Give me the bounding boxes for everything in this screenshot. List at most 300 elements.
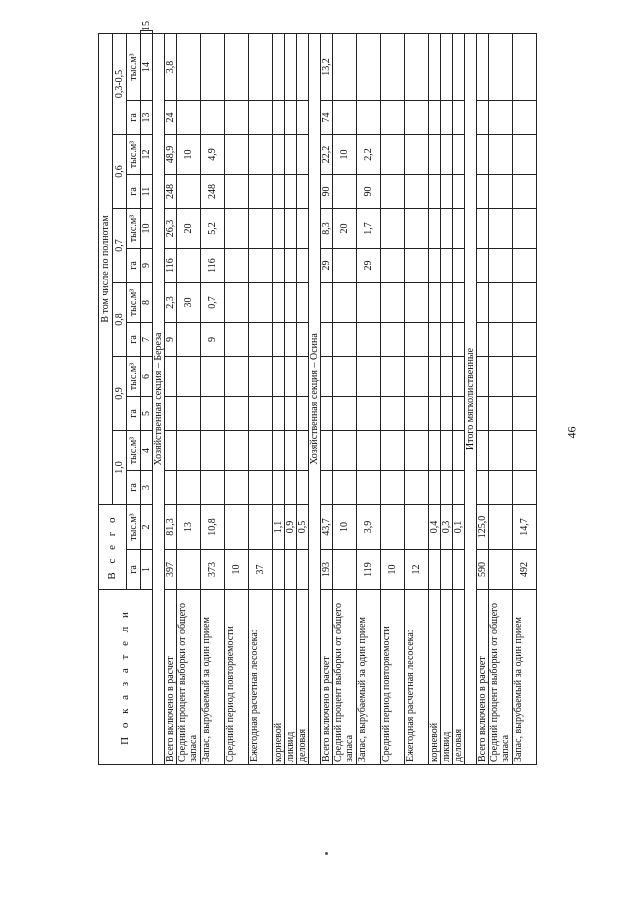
table-cell [441, 209, 453, 249]
table-cell [333, 33, 357, 100]
table-cell [285, 249, 297, 283]
table-cell: 24 [165, 101, 177, 135]
table-cell [477, 209, 489, 249]
table-cell [489, 175, 513, 209]
table-cell [177, 431, 201, 471]
row-label: Запас, вырубаемый за один прием [201, 590, 225, 765]
table-row [429, 31, 441, 765]
table-cell [429, 33, 441, 100]
table-cell [429, 397, 441, 431]
table-cell [333, 550, 357, 590]
table-cell [429, 283, 441, 323]
table-cell [249, 33, 273, 100]
column-number: 14 [141, 33, 153, 100]
table-cell [249, 357, 273, 397]
density-header: 1,0 [113, 431, 127, 505]
table-cell [297, 397, 309, 431]
table-cell [489, 249, 513, 283]
table-cell [381, 323, 405, 357]
table-cell [477, 135, 489, 175]
table-cell [441, 135, 453, 175]
table-cell [513, 397, 537, 431]
table-cell [441, 323, 453, 357]
column-number: 7 [141, 323, 153, 357]
table-cell [285, 397, 297, 431]
table-cell [489, 33, 513, 100]
table-cell: 22,2 [321, 135, 333, 175]
table-row [201, 31, 225, 765]
table-cell [453, 431, 465, 471]
table-cell [297, 550, 309, 590]
table-cell [285, 101, 297, 135]
table-cell [477, 323, 489, 357]
table-cell [441, 249, 453, 283]
unit-ha: га [127, 249, 141, 283]
rotated-table-container [98, 20, 568, 765]
table-row [249, 31, 273, 765]
table-cell: 373 [201, 550, 225, 590]
table-cell [177, 323, 201, 357]
table-cell [357, 431, 381, 471]
table-cell [285, 431, 297, 471]
table-cell [357, 283, 381, 323]
table-cell [249, 101, 273, 135]
table-cell [201, 431, 225, 471]
table-cell: 20 [333, 209, 357, 249]
table-row [273, 31, 285, 765]
table-cell: 8,3 [321, 209, 333, 249]
table-cell: 12 [405, 550, 429, 590]
unit-thousand-m3: тыс.м³ [127, 135, 141, 175]
table-cell: 30 [177, 283, 201, 323]
table-cell [225, 101, 249, 135]
table-row [453, 31, 465, 765]
row-label: корневой [273, 590, 285, 765]
table-row [477, 31, 489, 765]
table-cell [273, 101, 285, 135]
column-number: 15 [141, 31, 153, 34]
table-cell [297, 283, 309, 323]
column-number: 9 [141, 249, 153, 283]
row-label: Ежегодная расчетная лесосека: [405, 590, 429, 765]
table-cell: 1,7 [357, 209, 381, 249]
table-cell [333, 397, 357, 431]
table-cell [357, 101, 381, 135]
table-cell [273, 249, 285, 283]
table-cell: 193 [321, 550, 333, 590]
column-number: 11 [141, 175, 153, 209]
column-number: 6 [141, 357, 153, 397]
table-cell [297, 135, 309, 175]
table-cell [273, 175, 285, 209]
table-cell: 14,7 [513, 505, 537, 550]
column-number: 10 [141, 209, 153, 249]
column-number: 12 [141, 135, 153, 175]
table-cell [429, 431, 441, 471]
table-cell [165, 471, 177, 505]
table-cell: 10,8 [201, 505, 225, 550]
table-cell [489, 397, 513, 431]
table-cell [333, 431, 357, 471]
table-row [225, 31, 249, 765]
table-cell [441, 33, 453, 100]
table-cell [177, 357, 201, 397]
table-cell: 248 [165, 175, 177, 209]
table-cell [297, 249, 309, 283]
table-cell [405, 33, 429, 100]
column-number: 8 [141, 283, 153, 323]
table-cell [513, 33, 537, 100]
table-cell [429, 357, 441, 397]
column-number: 5 [141, 397, 153, 431]
table-cell: 5,2 [201, 209, 225, 249]
table-cell [333, 283, 357, 323]
table-cell: 29 [321, 249, 333, 283]
table-cell [225, 357, 249, 397]
table-cell [405, 283, 429, 323]
table-cell [453, 175, 465, 209]
table-cell [381, 505, 405, 550]
row-label: ликвид [285, 590, 297, 765]
row-label: Запас, вырубаемый за один прием [513, 590, 537, 765]
table-cell [321, 471, 333, 505]
table-cell [165, 357, 177, 397]
table-cell: 492 [513, 550, 537, 590]
table-cell [249, 505, 273, 550]
table-cell [249, 431, 273, 471]
table-cell [273, 209, 285, 249]
table-cell [273, 431, 285, 471]
forestry-table [98, 20, 537, 765]
table-cell [249, 249, 273, 283]
unit-ha: га [127, 323, 141, 357]
table-cell [405, 323, 429, 357]
table-cell [285, 209, 297, 249]
table-cell [225, 471, 249, 505]
unit-thousand-m3: тыс.м³ [127, 283, 141, 323]
table-row [177, 31, 201, 765]
table-row [333, 31, 357, 765]
table-cell [381, 397, 405, 431]
table-cell [225, 209, 249, 249]
table-cell [381, 209, 405, 249]
table-cell [177, 33, 201, 100]
table-cell [441, 101, 453, 135]
row-label: деловая [297, 590, 309, 765]
table-cell [513, 249, 537, 283]
table-cell [453, 101, 465, 135]
table-cell [357, 471, 381, 505]
table-cell: 2,3 [165, 283, 177, 323]
table-cell [381, 135, 405, 175]
table-cell [429, 249, 441, 283]
table-cell [357, 33, 381, 100]
table-cell [489, 505, 513, 550]
table-cell [477, 357, 489, 397]
table-cell: 10 [333, 135, 357, 175]
table-cell: 10 [333, 505, 357, 550]
table-cell [489, 101, 513, 135]
table-cell: 0,4 [429, 505, 441, 550]
table-cell [405, 431, 429, 471]
row-label: Всего включено в расчет [477, 590, 489, 765]
table-row [321, 31, 333, 765]
table-cell [285, 550, 297, 590]
table-cell [453, 135, 465, 175]
table-row [489, 31, 513, 765]
table-cell: 397 [165, 550, 177, 590]
unit-thousand-m3: тыс.м³ [127, 431, 141, 471]
table-cell [405, 101, 429, 135]
table-cell [249, 323, 273, 357]
table-cell [429, 323, 441, 357]
table-cell [225, 431, 249, 471]
table-cell: 0,7 [201, 283, 225, 323]
table-cell [285, 33, 297, 100]
table-cell: 10 [225, 550, 249, 590]
table-cell [477, 101, 489, 135]
table-cell [357, 323, 381, 357]
table-cell [357, 357, 381, 397]
table-cell [489, 209, 513, 249]
row-label: корневой [429, 590, 441, 765]
table-cell [381, 175, 405, 209]
row-label: Средний период повторяемости [225, 590, 249, 765]
table-cell [249, 209, 273, 249]
table-cell [405, 175, 429, 209]
table-cell [513, 209, 537, 249]
table-cell [177, 471, 201, 505]
row-label: Средний период повторяемости [381, 590, 405, 765]
table-cell [405, 471, 429, 505]
table-cell [177, 550, 201, 590]
table-cell [225, 397, 249, 431]
table-cell [405, 505, 429, 550]
table-cell [381, 471, 405, 505]
table-cell [441, 431, 453, 471]
table-cell [273, 397, 285, 431]
table-cell: 4,9 [201, 135, 225, 175]
table-cell [285, 283, 297, 323]
table-cell: 13 [177, 505, 201, 550]
table-cell: 590 [477, 550, 489, 590]
table-cell: 29 [357, 249, 381, 283]
table-cell [225, 323, 249, 357]
table-row [357, 31, 381, 765]
table-cell [249, 397, 273, 431]
table-cell [285, 323, 297, 357]
row-label: Средний процент выборки от общего запаса [489, 590, 513, 765]
table-cell [477, 397, 489, 431]
table-cell [489, 135, 513, 175]
table-cell [321, 323, 333, 357]
table-cell [165, 397, 177, 431]
header-by-density: В том числе по полнотам [99, 33, 113, 504]
table-cell: 2,2 [357, 135, 381, 175]
table-cell [453, 249, 465, 283]
table-cell [177, 101, 201, 135]
table-cell [405, 357, 429, 397]
table-cell [297, 471, 309, 505]
table-cell: 81,3 [165, 505, 177, 550]
table-cell [513, 175, 537, 209]
table-cell [381, 33, 405, 100]
table-cell [405, 249, 429, 283]
table-cell [453, 33, 465, 100]
table-cell [225, 283, 249, 323]
table-cell [297, 357, 309, 397]
column-number: 13 [141, 101, 153, 135]
table-cell [249, 283, 273, 323]
table-cell [297, 209, 309, 249]
unit-ha: га [127, 471, 141, 505]
table-cell [489, 283, 513, 323]
row-label: Всего включено в расчет [321, 590, 333, 765]
table-cell [405, 135, 429, 175]
table-cell [297, 33, 309, 100]
row-label: деловая [453, 590, 465, 765]
row-label: ликвид [441, 590, 453, 765]
table-cell: 0,5 [297, 505, 309, 550]
table-cell: 9 [201, 323, 225, 357]
table-cell [333, 357, 357, 397]
density-header: 0,6 [113, 135, 127, 209]
table-cell [441, 283, 453, 323]
section-title-row [465, 31, 477, 765]
table-cell: 43,7 [321, 505, 333, 550]
table-cell [453, 209, 465, 249]
table-cell: 0,3 [441, 505, 453, 550]
table-cell [453, 357, 465, 397]
table-cell [285, 175, 297, 209]
table-cell [477, 249, 489, 283]
table-cell [249, 175, 273, 209]
page-number: 46 [564, 426, 579, 439]
table-cell [297, 101, 309, 135]
table-cell [441, 175, 453, 209]
column-number: 4 [141, 431, 153, 471]
table-cell: 116 [165, 249, 177, 283]
table-cell [513, 471, 537, 505]
density-header: 0,3-0,5 [113, 33, 127, 134]
table-cell [429, 175, 441, 209]
table-cell [273, 283, 285, 323]
table-cell [321, 397, 333, 431]
table-cell: 0,9 [285, 505, 297, 550]
table-cell [165, 431, 177, 471]
table-cell [273, 357, 285, 397]
table-cell [357, 397, 381, 431]
table-cell [477, 175, 489, 209]
table-cell [225, 33, 249, 100]
table-row [513, 31, 537, 765]
table-cell [429, 209, 441, 249]
table-row [165, 31, 177, 765]
table-cell [441, 471, 453, 505]
table-cell [201, 397, 225, 431]
table-cell [513, 323, 537, 357]
table-cell [429, 471, 441, 505]
table-cell [273, 550, 285, 590]
table-row [285, 31, 297, 765]
table-cell [489, 323, 513, 357]
table-cell: 48,9 [165, 135, 177, 175]
table-cell [285, 471, 297, 505]
table-cell [201, 33, 225, 100]
row-label: Всего включено в расчет [165, 590, 177, 765]
table-cell [489, 431, 513, 471]
table-cell [381, 101, 405, 135]
table-cell [381, 249, 405, 283]
table-row [441, 31, 453, 765]
table-cell: 1,1 [273, 505, 285, 550]
column-number: 1 [141, 550, 153, 590]
table-cell [513, 357, 537, 397]
density-header: 0,9 [113, 357, 127, 431]
table-cell [273, 33, 285, 100]
row-label: Запас, вырубаемый за один прием [357, 590, 381, 765]
section-title-row [309, 31, 321, 765]
table-cell: 248 [201, 175, 225, 209]
table-cell [513, 283, 537, 323]
section-title: Хозяйственная секция – Осина [309, 33, 321, 764]
table-cell: 90 [321, 175, 333, 209]
scan-speck [325, 852, 328, 855]
table-cell [201, 101, 225, 135]
table-cell [225, 135, 249, 175]
table-cell [285, 135, 297, 175]
table-cell [177, 249, 201, 283]
table-cell [333, 323, 357, 357]
table-row [405, 31, 429, 765]
table-cell [489, 357, 513, 397]
unit-thousand-m3: тыс.м³ [127, 209, 141, 249]
table-cell: 37 [249, 550, 273, 590]
section-title: Итого мягколиственные [465, 33, 477, 764]
table-cell [441, 397, 453, 431]
table-cell: 9 [165, 323, 177, 357]
unit-ha: га [127, 550, 141, 590]
table-cell [201, 357, 225, 397]
table-cell [321, 357, 333, 397]
table-cell: 3,8 [165, 33, 177, 100]
table-cell [273, 471, 285, 505]
table-cell [489, 550, 513, 590]
column-number: 3 [141, 471, 153, 505]
table-body [153, 31, 537, 765]
unit-thousand-m3: тыс.м³ [127, 33, 141, 100]
table-cell [225, 505, 249, 550]
table-cell [513, 135, 537, 175]
table-cell [513, 101, 537, 135]
table-cell: 3,9 [357, 505, 381, 550]
table-cell: 74 [321, 101, 333, 135]
table-cell [405, 209, 429, 249]
table-cell [381, 357, 405, 397]
header-total: В с е г о [99, 505, 127, 590]
column-number: 2 [141, 505, 153, 550]
row-label: Ежегодная расчетная лесосека: [249, 590, 273, 765]
table-cell [249, 135, 273, 175]
table-cell: 10 [177, 135, 201, 175]
table-cell [453, 283, 465, 323]
table-cell [381, 431, 405, 471]
table-cell [225, 175, 249, 209]
table-cell: 116 [201, 249, 225, 283]
table-cell [405, 397, 429, 431]
table-cell: 10 [381, 550, 405, 590]
table-cell [321, 431, 333, 471]
